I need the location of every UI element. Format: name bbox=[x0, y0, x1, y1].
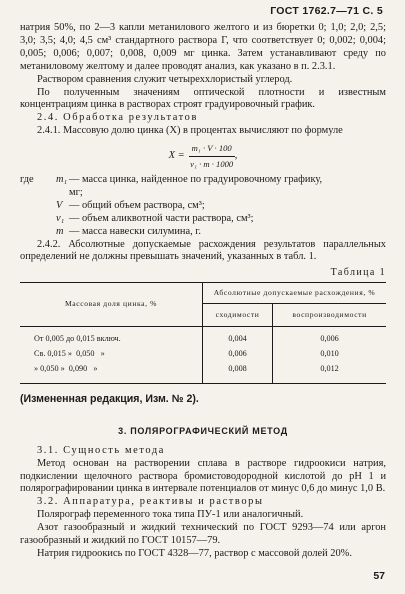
formula-denominator: v₁ · m · 1000 bbox=[190, 159, 234, 170]
paragraph-nitrogen-argon: Азот газообразный и жидкий технический по ГОСТ 9293—74 или аргон газообразный и жидкий по ГОСТ 10157—79. bbox=[20, 522, 386, 547]
definition-lead bbox=[20, 187, 69, 200]
section-3-title: 3. ПОЛЯРОГРАФИЧЕСКИЙ МЕТОД bbox=[118, 425, 288, 436]
definition-row bbox=[20, 226, 386, 239]
paragraph-2-4-2: 2.4.2. Абсолютные допускаемые расхождения результатов параллельных определений не должны превышать значений, указанных в табл. 1. bbox=[20, 238, 386, 263]
table-bottom-cell bbox=[20, 377, 203, 384]
table-header-row bbox=[20, 283, 386, 304]
definition-row bbox=[20, 187, 386, 200]
definition-symbol: m bbox=[56, 225, 64, 237]
definition-row bbox=[20, 174, 386, 187]
definition-text: мг; bbox=[69, 186, 83, 198]
table-title: Таблица 1 bbox=[330, 267, 386, 279]
table-row bbox=[20, 347, 386, 362]
tolerance-table bbox=[20, 282, 386, 384]
definition-text: — масса навески силумина, г. bbox=[69, 225, 201, 237]
table-row bbox=[20, 362, 386, 377]
table-row bbox=[20, 327, 386, 347]
formula-end: , bbox=[234, 150, 238, 162]
formula-numerator: m₁ · V · 100 bbox=[189, 142, 235, 157]
section-heading-2-4: 2.4. Обработка результатов bbox=[37, 112, 198, 124]
zinc-formula bbox=[20, 142, 386, 171]
column-header-convergence: сходимости bbox=[203, 304, 273, 327]
definition-row bbox=[20, 213, 386, 226]
formula-definitions bbox=[20, 174, 386, 239]
paragraph-3-1: Метод основан на растворении сплава в растворе гидроокиси натрия, подкислении щелочного раствора бромистоводородной кислотой до pH 1 и полярографировании цинка в интервале потенциалов от минус 0,6 до минус 1,0 В. bbox=[20, 457, 386, 495]
table-bottom-cell bbox=[203, 377, 273, 384]
paragraph-calibration-graph: По полученным значениям оптической плотности и известным концентрациям цинка в растворах строят градуировочный график. bbox=[20, 86, 386, 111]
paragraph-2-4-1: 2.4.1. Массовую долю цинка (X) в процентах вычисляют по формуле bbox=[37, 125, 343, 137]
definition-text: — общий объем раствора, см³; bbox=[69, 199, 205, 211]
table-bottom-rule bbox=[20, 377, 386, 384]
cell-reproducibility: 0,006 bbox=[273, 327, 386, 347]
column-header-mass: Массовая доля цинка, % bbox=[20, 283, 203, 327]
cell-convergence: 0,008 bbox=[203, 362, 273, 377]
cell-convergence: 0,004 bbox=[203, 327, 273, 347]
cell-reproducibility: 0,010 bbox=[273, 347, 386, 362]
column-header-group: Абсолютные допускаемые расхождения, % bbox=[203, 283, 387, 304]
definition-symbol: V bbox=[56, 199, 63, 211]
standard-header: ГОСТ 1762.7—71 С. 5 bbox=[270, 5, 383, 17]
section-heading-3-1: 3.1. Сущность метода bbox=[37, 444, 165, 456]
definition-lead bbox=[20, 200, 56, 213]
cell-convergence: 0,006 bbox=[203, 347, 273, 362]
edition-note: (Измененная редакция, Изм. № 2). bbox=[20, 392, 199, 405]
formula-lhs: X = bbox=[168, 150, 185, 162]
definition-text: — объем аликвотной части раствора, см³; bbox=[69, 212, 254, 224]
cell-mass-range: » 0,050 » 0,090 » bbox=[34, 364, 98, 374]
cell-mass-range: От 0,005 до 0,015 включ. bbox=[34, 334, 121, 344]
definition-text: — масса цинка, найденное по градуировочному графику, bbox=[69, 173, 323, 185]
paragraph-calibration-solutions: натрия 50%, по 2—3 капли метанилового желтого и из бюретки 0; 1,0; 2,0; 2,5; 3,0; 3,5; 4,0; 4,5 см³ стандартного раствора Г, что соответствует 0; 0,002; 0,004; 0,005; 0,006; 0,007; 0,008, 0,009 мг цинка. Затем устанавливают среду по метаниловому желтому и далее проводят анализ, как указано в п. 2.3.1. bbox=[20, 22, 386, 72]
definition-lead bbox=[20, 213, 56, 226]
paragraph-sodium-hydroxide: Натрия гидроокись по ГОСТ 4328—77, раствор с массовой долей 20%. bbox=[37, 548, 352, 559]
definition-symbol: v₁ bbox=[56, 212, 65, 224]
page-number: 57 bbox=[373, 570, 385, 582]
table-bottom-cell bbox=[273, 377, 386, 384]
definition-lead: где bbox=[20, 173, 34, 185]
paragraph-reference-solution: Раствором сравнения служит четыреххлористый углерод. bbox=[37, 73, 293, 85]
cell-mass-range: Св. 0,015 » 0,050 » bbox=[34, 349, 105, 359]
definition-symbol: m₁ bbox=[56, 173, 68, 185]
section-heading-3-2: 3.2. Аппаратура, реактивы и растворы bbox=[37, 496, 264, 508]
column-header-reproducibility: воспроизводимости bbox=[273, 304, 386, 327]
paragraph-polarograph: Полярограф переменного тока типа ПУ-1 или аналогичный. bbox=[37, 509, 304, 521]
formula-fraction bbox=[189, 142, 235, 171]
definition-row bbox=[20, 200, 386, 213]
cell-reproducibility: 0,012 bbox=[273, 362, 386, 377]
definition-lead bbox=[20, 226, 56, 239]
document-body bbox=[20, 22, 386, 561]
